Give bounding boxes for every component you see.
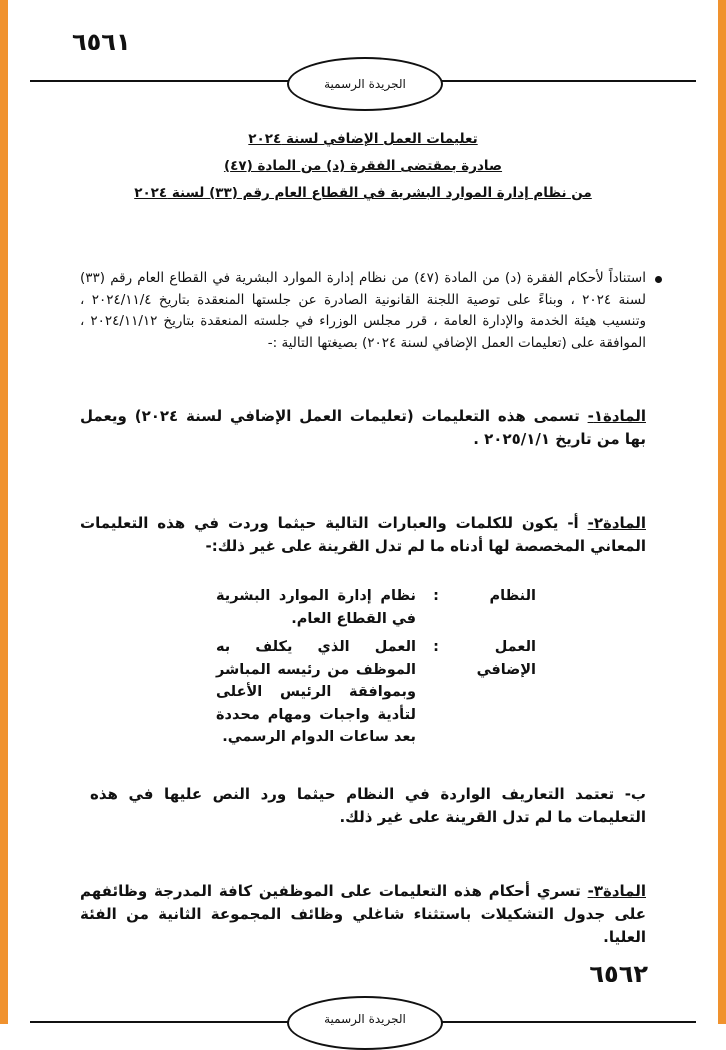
article-2-text: أ- يكون للكلمات والعبارات التالية حيثما وردت في هذه التعليمات المعاني المخصصة لها أدناه ما لم تدل القرينة على غير ذلك:- <box>80 514 646 555</box>
masthead-label-bottom: الجريدة الرسمية <box>324 1012 406 1026</box>
title-line-1: تعليمات العمل الإضافي لسنة ٢٠٢٤ <box>248 131 478 147</box>
orange-frame-left <box>0 0 8 1024</box>
masthead-oval-bottom <box>287 996 443 1050</box>
definition-text: العمل الذي يكلف به الموظف من رئيسه المباشر وبموافقة الرئيس الأعلى لتأدية واجبات ومهام محددة بعد ساعات الدوام الرسمي. <box>216 639 416 745</box>
definition-colon: : <box>433 639 439 655</box>
article-1-text: تسمى هذه التعليمات (تعليمات العمل الإضافي لسنة ٢٠٢٤) ويعمل بها من تاريخ ٢٠٢٥/١/١ . <box>80 407 646 448</box>
title-line-2: صادرة بمقتضى الفقرة (د) من المادة (٤٧) <box>223 158 503 174</box>
orange-frame-right <box>718 0 726 1024</box>
definition-term: النظام <box>489 588 536 604</box>
definition-row <box>136 636 536 749</box>
article-2-label: المادة٢- <box>587 514 646 532</box>
intro-text: استناداً لأحكام الفقرة (د) من المادة (٤٧) من نظام إدارة الموارد البشرية في القطاع العام رقم (٣٣) لسنة ٢٠٢٤ ، وبناءً على توصية اللجنة القانونية الصادرة عن جلستها المنعقدة بتاريخ ٢٠٢٤/١١/٤ ، وتنسيب هيئة الخدمة والإدارة العامة ، قرر مجلس الوزراء في جلسته المنعقدة بتاريخ ٢٠٢٤/١١/١٢ ، الموافقة على (تعليمات العمل الإضافي لسنة ٢٠٢٤) بصيغتها التالية :- <box>80 270 646 351</box>
article-2 <box>80 512 646 558</box>
definition-colon: : <box>433 588 439 604</box>
article-3-label: المادة٣- <box>587 882 646 900</box>
article-3 <box>80 880 646 949</box>
article-2-part-b: ب- تعتمد التعاريف الواردة في النظام حيثما ورد النص عليها في هذه التعليمات ما لم تدل القرينة على غير ذلك. <box>90 785 646 826</box>
definition-row <box>136 585 536 630</box>
article-1-label: المادة١- <box>587 407 646 425</box>
bullet-icon <box>655 276 662 283</box>
definition-term: العمل الإضافي <box>476 639 536 678</box>
page-number-bottom: ٦٥٦٢ <box>589 960 648 988</box>
masthead-oval-top <box>287 57 443 111</box>
article-1 <box>80 405 646 451</box>
definition-text: نظام إدارة الموارد البشرية في القطاع العام. <box>216 588 416 627</box>
document-titles <box>60 126 666 207</box>
definitions-list <box>136 585 536 755</box>
masthead-label: الجريدة الرسمية <box>324 77 406 91</box>
title-line-3: من نظام إدارة الموارد البشرية في القطاع العام رقم (٣٣) لسنة ٢٠٢٤ <box>134 185 592 201</box>
article-3-text: تسري أحكام هذه التعليمات على الموظفين كافة المدرجة وظائفهم على جدول التشكيلات باستثناء شاغلي وظائف المجموعة الثانية من الفئة العليا. <box>80 882 646 946</box>
intro-paragraph <box>80 268 646 354</box>
page-number-top: ٦٥٦١ <box>72 28 131 56</box>
